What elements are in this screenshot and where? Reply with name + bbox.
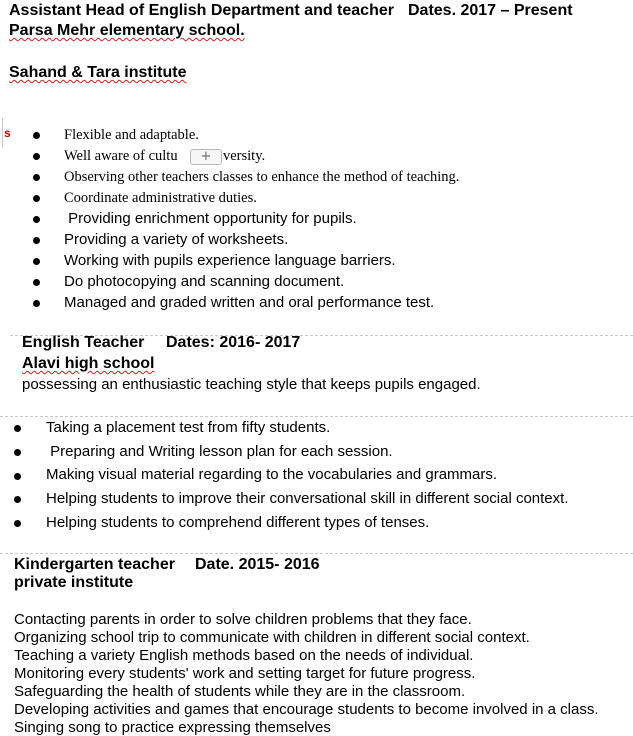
- job3-school: private institute: [14, 574, 134, 591]
- job3-title: Kindergarten teacher: [14, 556, 175, 573]
- list-item: Managed and graded written and oral performance test.: [64, 294, 435, 311]
- job3-dates: Date. 2015- 2016: [195, 556, 320, 573]
- list-item: Coordinate administrative duties.: [64, 190, 257, 206]
- job2-title: English Teacher: [22, 334, 145, 351]
- bullet-icon: [14, 520, 21, 527]
- duty-line: Contacting parents in order to solve children problems that they face.: [14, 611, 472, 628]
- list-item: Working with pupils experience language barriers.: [64, 252, 396, 269]
- bullet-icon: [14, 449, 21, 456]
- section-divider: [0, 416, 633, 417]
- list-item: Helping students to comprehend different types of tenses.: [46, 514, 430, 531]
- job1-institute: Sahand & Tara institute: [9, 64, 187, 81]
- duty-line: Monitoring every students' work and setting target for future progress.: [14, 665, 476, 682]
- list-item: Taking a placement test from fifty students.: [46, 419, 331, 436]
- bullet-icon: [33, 195, 40, 202]
- insert-row-button[interactable]: +: [190, 149, 222, 165]
- bullet-icon: [33, 153, 40, 160]
- section-divider: [0, 553, 633, 554]
- job2-dates: Dates: 2016- 2017: [166, 334, 301, 351]
- list-item: Making visual material regarding to the vocabularies and grammars.: [46, 466, 498, 483]
- duty-line: Safeguarding the health of students while they are in the classroom.: [14, 683, 466, 700]
- list-item: Providing a variety of worksheets.: [64, 231, 289, 248]
- list-item: Well aware of cultu: [64, 148, 178, 164]
- bullet-icon: [33, 300, 40, 307]
- job1-school: Parsa Mehr elementary school.: [9, 22, 245, 39]
- bullet-icon: [33, 132, 40, 139]
- duty-line: Singing song to practice expressing themselves: [14, 719, 331, 736]
- bullet-icon: [14, 425, 21, 432]
- job1-dates: Dates. 2017 – Present: [408, 2, 573, 19]
- duty-line: Teaching a variety English methods based on the needs of individual.: [14, 647, 474, 664]
- bullet-icon: [33, 258, 40, 265]
- bullet-icon: [14, 496, 21, 503]
- job2-school: Alavi high school: [22, 355, 155, 372]
- list-item: Providing enrichment opportunity for pupils.: [64, 210, 357, 227]
- list-item: Flexible and adaptable.: [64, 127, 199, 143]
- list-item: Preparing and Writing lesson plan for each session.: [46, 443, 393, 460]
- list-item: Helping students to improve their conversational skill in different social context.: [46, 490, 569, 507]
- margin-mark: s: [4, 126, 11, 140]
- bullet-icon: [33, 237, 40, 244]
- list-item: versity.: [223, 148, 266, 164]
- job1-title: Assistant Head of English Department and teacher: [9, 2, 394, 19]
- bullet-icon: [33, 174, 40, 181]
- list-item: Do photocopying and scanning document.: [64, 273, 345, 290]
- bullet-icon: [33, 279, 40, 286]
- duty-line: Organizing school trip to communicate with children in different social context.: [14, 629, 530, 646]
- job2-summary: possessing an enthusiastic teaching style that keeps pupils engaged.: [22, 376, 481, 393]
- duty-line: Developing activities and games that encourage students to become involved in a class.: [14, 701, 599, 718]
- bullet-icon: [33, 216, 40, 223]
- bullet-icon: [14, 473, 21, 480]
- list-item: Observing other teachers classes to enhance the method of teaching.: [64, 169, 460, 185]
- table-border-left: [2, 118, 3, 148]
